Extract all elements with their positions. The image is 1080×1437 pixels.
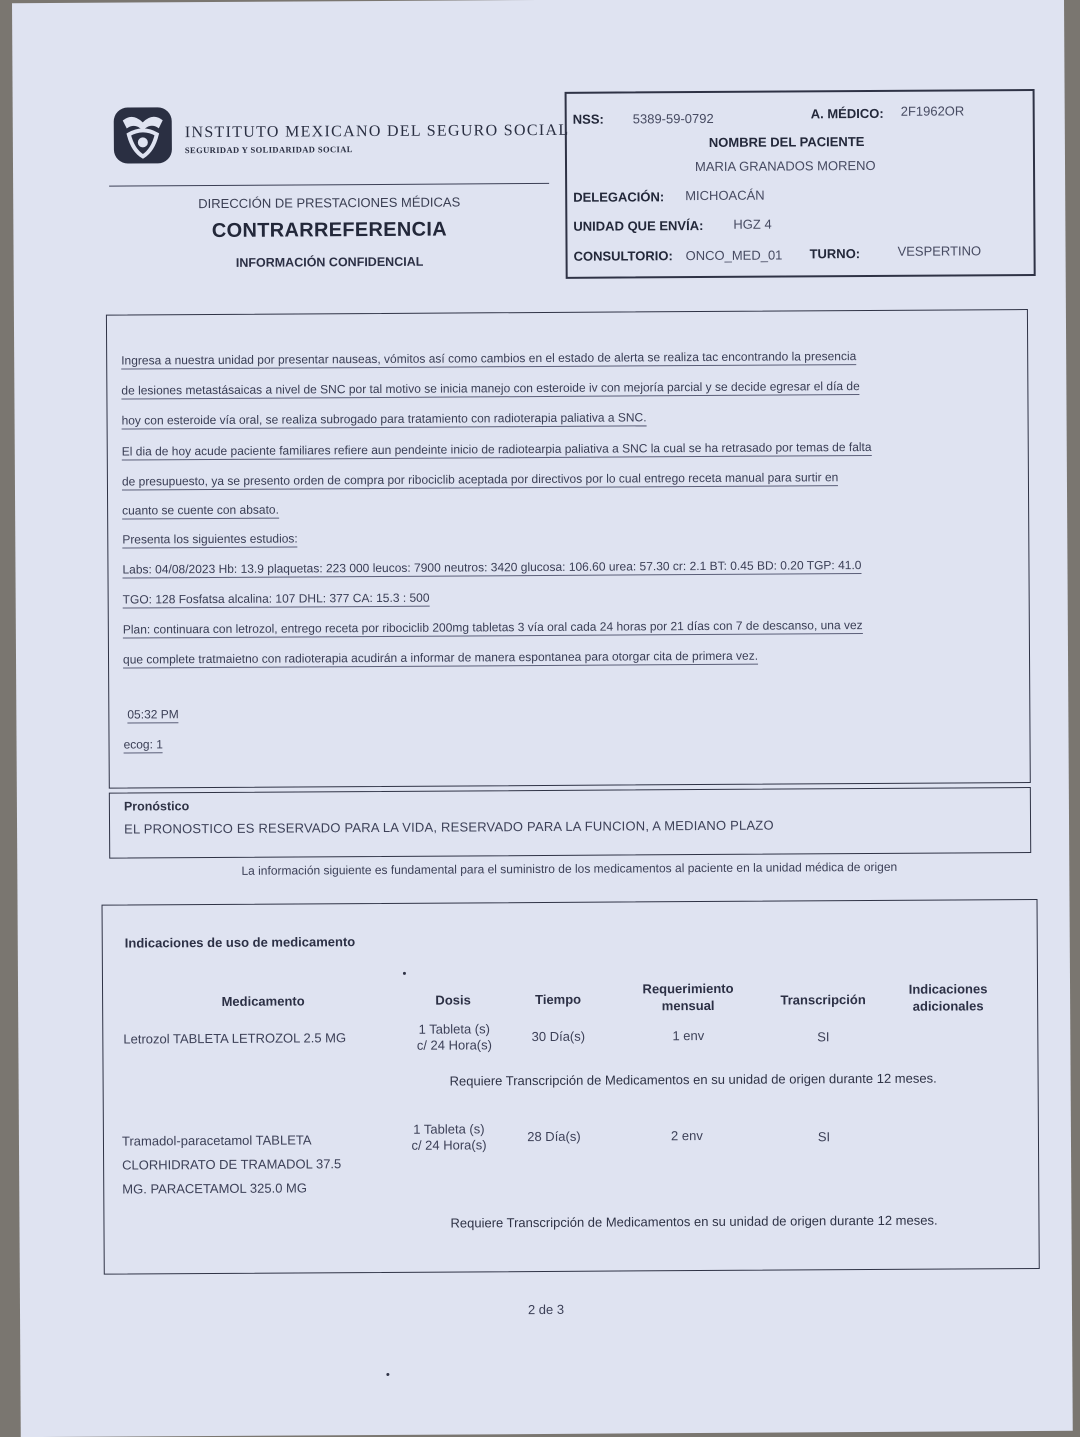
nss-label: NSS: bbox=[572, 111, 604, 127]
col-header-req-line2: mensual bbox=[661, 997, 715, 1014]
consultorio-value: ONCO_MED_01 bbox=[685, 247, 783, 264]
note-line: Ingresa a nuestra unidad por presentar nauseas, vómitos así como cambios en el estado de alerta se realiza tac encontrando la presencia bbox=[121, 349, 857, 368]
patient-name-label: NOMBRE DEL PACIENTE bbox=[708, 134, 865, 150]
col-header-req-line1: Requerimiento bbox=[642, 980, 734, 997]
col-header-ind-line1: Indicaciones bbox=[908, 981, 988, 997]
med-name-line: Tramadol-paracetamol TABLETA bbox=[121, 1132, 312, 1149]
med-dose bbox=[394, 1121, 504, 1154]
prognosis-label: Pronóstico bbox=[123, 799, 190, 814]
fundamental-note: La información siguiente es fundamental para el suministro de los medicamentos al paciente en la unidad médica de origen bbox=[241, 859, 898, 878]
medico-label: A. MÉDICO: bbox=[810, 105, 884, 122]
note-line: hoy con esteroide vía oral, se realiza subrogado para tratamiento con radioterapia paliativa a SNC. bbox=[121, 410, 647, 428]
transcription-note: Requiere Transcripción de Medicamentos en su unidad de origen durante 12 meses. bbox=[450, 1212, 938, 1231]
plan-line: que complete tratmaietno con radioterapia acudirán a informar de manera espontanea para otorgar cita de primera vez. bbox=[122, 648, 759, 667]
col-header-tiempo: Tiempo bbox=[535, 991, 582, 1008]
ink-mark bbox=[386, 1373, 389, 1376]
note-line: El dia de hoy acude paciente familiares refiere aun pendeinte inicio de radiotearpia paliativa a SNC la cual se ha retrasado por temas de falta bbox=[121, 439, 872, 459]
document-title: CONTRARREFERENCIA bbox=[211, 218, 448, 242]
turno-label: TURNO: bbox=[809, 246, 861, 262]
med-dose-line1: 1 Tableta (s) bbox=[418, 1021, 490, 1037]
med-requirement: 1 env bbox=[672, 1028, 705, 1044]
med-name: Letrozol TABLETA LETROZOL 2.5 MG bbox=[123, 1030, 347, 1047]
med-name bbox=[122, 1128, 392, 1202]
consultorio-label: CONSULTORIO: bbox=[573, 248, 673, 264]
col-header-medicamento: Medicamento bbox=[221, 993, 305, 1009]
col-header-dosis: Dosis bbox=[435, 992, 471, 1008]
plan-line: Plan: continuara con letrozol, entrego receta por ribociclib 200mg tabletas 3 vía oral cada 24 horas por 21 días con 7 de descanso, una vez bbox=[122, 618, 863, 637]
note-line: de presupuesto, ya se presento orden de compra por ribociclib aceptada por directivos por lo cual entrego receta manual para surtir en bbox=[121, 470, 839, 489]
med-transcription: SI bbox=[817, 1029, 830, 1045]
page-number: 2 de 3 bbox=[527, 1301, 565, 1318]
med-transcription: SI bbox=[817, 1129, 831, 1145]
medications-box bbox=[102, 899, 1040, 1275]
med-time: 30 Día(s) bbox=[531, 1028, 586, 1045]
note-line: cuanto se cuente con absato. bbox=[122, 502, 279, 518]
med-requirement: 2 env bbox=[670, 1128, 703, 1144]
note-line: Presenta los siguientes estudios: bbox=[122, 531, 298, 547]
institution-name: INSTITUTO MEXICANO DEL SEGURO SOCIAL bbox=[184, 121, 570, 142]
col-header-indicaciones bbox=[893, 980, 1003, 1015]
unidad-value: HGZ 4 bbox=[733, 216, 772, 232]
prognosis-text: EL PRONOSTICO ES RESERVADO PARA LA VIDA, RESERVADO PARA LA FUNCION, A MEDIANO PLAZO bbox=[124, 817, 774, 837]
med-name-line: CLORHIDRATO DE TRAMADOL 37.5 bbox=[122, 1156, 342, 1173]
med-dose-line2: c/ 24 Hora(s) bbox=[416, 1037, 492, 1053]
clinical-notes-box bbox=[106, 309, 1031, 789]
turno-value: VESPERTINO bbox=[897, 243, 982, 259]
patient-name: MARIA GRANADOS MORENO bbox=[694, 157, 876, 175]
unidad-label: UNIDAD QUE ENVÍA: bbox=[573, 217, 704, 234]
confidential-label: INFORMACIÓN CONFIDENCIAL bbox=[235, 254, 424, 270]
ecog-value: ecog: 1 bbox=[123, 737, 163, 752]
col-header-requerimiento bbox=[623, 980, 753, 1015]
institution-subtitle: SEGURIDAD Y SOLIDARIDAD SOCIAL bbox=[184, 144, 353, 156]
medications-title: Indicaciones de uso de medicamento bbox=[124, 934, 356, 951]
delegacion-label: DELEGACIÓN: bbox=[573, 189, 665, 205]
med-time: 28 Día(s) bbox=[527, 1128, 581, 1145]
note-time: 05:32 PM bbox=[127, 707, 179, 722]
med-name-line: MG. PARACETAMOL 325.0 MG bbox=[122, 1180, 308, 1197]
medico-value: 2F1962OR bbox=[900, 103, 965, 119]
med-dose-line1: 1 Tableta (s) bbox=[413, 1121, 485, 1137]
note-line: de lesiones metastásaicas a nivel de SNC por tal motivo se inicia manejo con esteroide iv con mejoría parcial y se decide egresar el día de bbox=[121, 379, 860, 398]
patient-info-box bbox=[565, 89, 1036, 279]
imss-logo-icon bbox=[113, 106, 173, 164]
col-header-transcripcion: Transcripción bbox=[780, 992, 866, 1008]
nss-value: 5389-59-0792 bbox=[632, 110, 714, 127]
ink-mark bbox=[403, 972, 406, 975]
document-page bbox=[12, 0, 1073, 1437]
labs-line: TGO: 128 Fosfatsa alcalina: 107 DHL: 377 CA: 15.3 : 500 bbox=[122, 590, 430, 607]
transcription-note: Requiere Transcripción de Medicamentos en su unidad de origen durante 12 meses. bbox=[449, 1070, 937, 1089]
labs-line: Labs: 04/08/2023 Hb: 13.9 plaquetas: 223 000 leucos: 7900 neutros: 3420 glucosa: 106.60 urea: 57.30 cr: 2.1 BT: 0.45 BD: 0.20 TGP: 41.0 bbox=[122, 558, 862, 577]
prognosis-box bbox=[109, 787, 1031, 859]
med-dose-line2: c/ 24 Hora(s) bbox=[411, 1137, 487, 1153]
med-dose bbox=[399, 1021, 509, 1054]
col-header-ind-line2: adicionales bbox=[912, 998, 984, 1014]
direccion-label: DIRECCIÓN DE PRESTACIONES MÉDICAS bbox=[198, 194, 461, 212]
delegacion-value: MICHOACÁN bbox=[685, 187, 765, 204]
header-divider bbox=[109, 183, 549, 187]
